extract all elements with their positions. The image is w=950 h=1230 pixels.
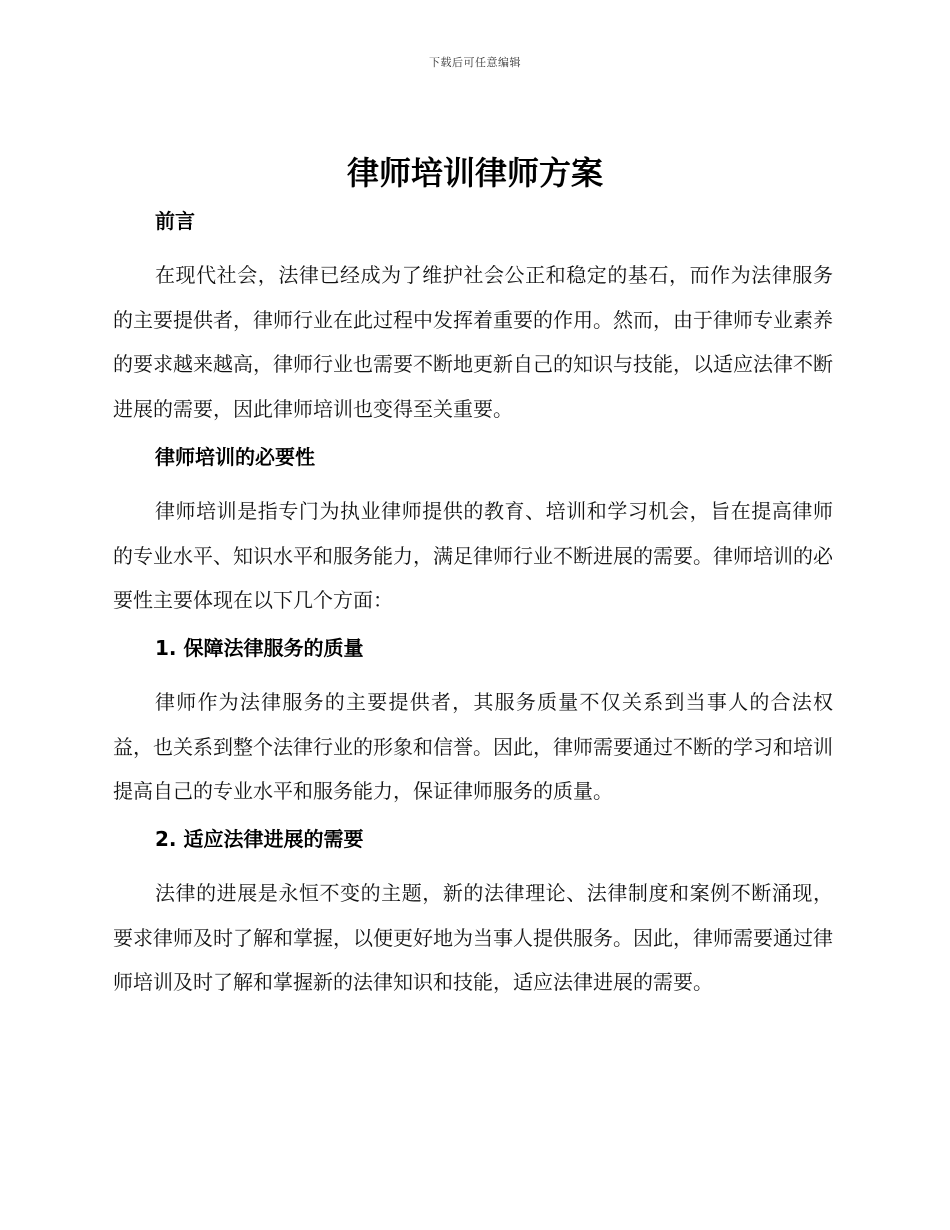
section-heading-quality: 1. 保障法律服务的质量 [155, 635, 364, 660]
section-paragraph-necessity: 律师培训是指专门为执业律师提供的教育、培训和学习机会，旨在提高律师的专业水平、知识水平和服务能力，满足律师行业不断进展的需要。律师培训的必要性主要体现在以下几个方面： [113, 498, 833, 613]
document-body [113, 200, 833, 1015]
section-paragraph-quality: 律师作为法律服务的主要提供者，其服务质量不仅关系到当事人的合法权益，也关系到整个法律行业的形象和信誉。因此，律师需要通过不断的学习和培训提高自己的专业水平和服务能力，保证律师服务的质量。 [113, 689, 833, 804]
section-heading-adapt: 2. 适应法律进展的需要 [155, 827, 364, 852]
section-heading-necessity: 律师培训的必要性 [155, 444, 315, 469]
section-heading-preface: 前言 [155, 209, 195, 233]
document-title: 律师培训律师方案 [346, 154, 603, 192]
section-paragraph-preface: 在现代社会，法律已经成为了维护社会公正和稳定的基石，而作为法律服务的主要提供者，律师行业在此过程中发挥着重要的作用。然而，由于律师专业素养的要求越来越高，律师行业也需要不断地更新自己的知识与技能，以适应法律不断进展的需要，因此律师培训也变得至关重要。 [113, 263, 833, 422]
section-paragraph-adapt: 法律的进展是永恒不变的主题，新的法律理论、法律制度和案例不断涌现，要求律师及时了解和掌握，以便更好地为当事人提供服务。因此，律师需要通过律师培训及时了解和掌握新的法律知识和技能，适应法律进展的需要。 [113, 881, 833, 995]
page-header-note: 下载后可任意编辑 [429, 56, 521, 69]
